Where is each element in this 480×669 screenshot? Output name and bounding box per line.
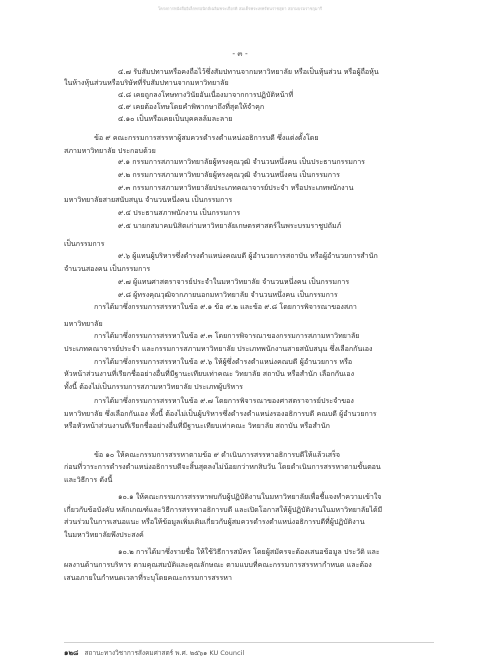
text-line: ในมหาวิทยาลัยพึงประสงค์ [64,530,144,539]
text-line: ๙.๔ ประธานสภาพนักงาน เป็นกรรมการ [118,208,241,217]
text-line: ๙.๒ กรรมการสภามหาวิทยาลัยผู้ทรงคุณวุฒิ จำนวนหนึ่งคน เป็นกรรมการ [118,170,340,179]
text-line: ในห้างหุ้นส่วนหรือบริษัทที่รับสัมปทานจากมหาวิทยาลัย [64,78,229,87]
text-line: การได้มาซึ่งกรรมการสรรหาในข้อ ๙.๓ โดยการพิจารณาของกรรมการสภามหาวิทยาลัย [94,331,360,340]
text-line: จำนวนสองคน เป็นกรรมการ [64,264,151,273]
text-line: ประเภทคณาจารย์ประจำ และกรรมการสภามหาวิทยาลัย ประเภทพนักงานสายสนับสนุน ซึ่งเลือกกันเอง [64,344,373,353]
text-line: ผลงานด้านการบริหาร ตามคุณสมบัติและคุณลักษณะ ตามแบบที่คณะกรรมการสรรหากำหนด และต้อง [64,560,372,569]
text-line: ๙.๑ กรรมการสภามหาวิทยาลัยผู้ทรงคุณวุฒิ จำนวนหนึ่งคน เป็นประธานกรรมการ [118,157,365,166]
text-line: เป็นกรรมการ [64,239,105,248]
text-line: ทั้งนี้ ต้องไม่เป็นกรรมการสภามหาวิทยาลัย ประเภทผู้บริหาร [64,382,243,391]
text-line: ๔.๙ เคยต้องโทษโดยคำพิพากษาถึงที่สุดให้จำคุก [118,102,265,111]
text-line: การได้มาซึ่งกรรมการสรรหาในข้อ ๙.๑ ข้อ ๙.๒ และข้อ ๙.๘ โดยการพิจารณาของสภา [94,302,357,311]
text-line: ส่วนร่วมในการเสนอแนะ หรือให้ข้อมูลเพิ่มเติมเกี่ยวกับผู้สมควรดำรงตำแหน่งอธิการบดีที่ผู้ปฏิบัติงาน [64,517,365,526]
text-line: ๑๐.๑ ให้คณะกรรมการสรรหาพบกับผู้ปฏิบัติงานในมหาวิทยาลัยเพื่อชี้แจงทำความเข้าใจ [118,492,382,501]
text-line: ข้อ ๙ คณะกรรมการสรรหาผู้สมควรดำรงตำแหน่งอธิการบดี ซึ่งแต่งตั้งโดย [94,133,319,142]
text-line: หรือหัวหน้าส่วนงานที่เรียกชื่ออย่างอื่นที่มีฐานะเทียบเท่าคณะ วิทยาลัย สถาบัน หรือสำนัก [64,421,330,430]
text-line: ๙.๘ ผู้ทรงคุณวุฒิจากภายนอกมหาวิทยาลัย จำนวนหนึ่งคน เป็นกรรมการ [118,290,338,299]
page-marker: - ๓ - [232,49,248,58]
text-line: ๙.๕ นายกสมาคมนิสิตเก่ามหาวิทยาลัยเกษตรศาสตร์ในพระบรมราชูปถัมภ์ [118,221,342,230]
text-line: ๙.๖ ผู้แทนผู้บริหารซึ่งดำรงตำแหน่งคณบดี ผู้อำนวยการสถาบัน หรือผู้อำนวยการสำนัก [118,251,378,260]
text-line: หัวหน้าส่วนงานที่เรียกชื่ออย่างอื่นที่มีฐานะเทียบเท่าคณะ วิทยาลัย สถาบัน หรือสำนัก เลือกกันเอง [64,369,355,378]
text-line: มหาวิทยาลัย [64,319,103,328]
text-line: ๑๐.๒ การได้มาซึ่งรายชื่อ ให้ใช้วิธีการสมัคร โดยผู้สมัครจะต้องเสนอข้อมูล ประวัติ และ [118,547,380,556]
text-line: ๔.๑๐ เป็นหรือเคยเป็นบุคคลล้มละลาย [118,114,233,123]
text-line: ๔.๘ เคยถูกลงโทษทางวินัยอันเนื่องมาจากการปฏิบัติหน้าที่ [118,90,294,99]
text-line: ๙.๓ กรรมการสภามหาวิทยาลัยประเภทคณาจารย์ประจำ หรือประเภทพนักงาน [118,183,354,192]
text-line: และวิธีการ ดังนี้ [64,475,113,484]
text-line: มหาวิทยาลัยสายสนับสนุน จำนวนหนึ่งคน เป็นกรรมการ [64,195,233,204]
text-line: การได้มาซึ่งกรรมการสรรหาในข้อ ๙.๗ โดยการพิจารณาของศาสตราจารย์ประจำของ [94,396,354,405]
text-line: มหาวิทยาลัย ซึ่งเลือกกันเอง ทั้งนี้ ต้องไม่เป็นผู้บริหารซึ่งดำรงตำแหน่งรองอธิการบดี คณบดี ผู้อำนวยการ [64,409,377,418]
text-line: เสนอภายในกำหนดเวลาที่ระบุโดยคณะกรรมการสรรหา [64,573,232,582]
text-line: เกี่ยวกับข้อบังคับ หลักเกณฑ์และวิธีการสรรหาอธิการบดี และเปิดโอกาสให้ผู้ปฏิบัติงานในมหาวิทยาลัยได้มี [64,505,383,514]
footer-text: สถานะทางวิชาการสังคมศาสตร์ พ.ศ. ๒๕๖๑ KU Council [84,649,245,657]
text-line: สภามหาวิทยาลัย ประกอบด้วย [64,146,156,155]
text-line: ๔.๗ รับสัมปทานหรือคงถือไว้ซึ่งสัมปทานจากมหาวิทยาลัย หรือเป็นหุ้นส่วน หรือผู้ถือหุ้น [118,67,379,76]
text-line: ๙.๗ ผู้แทนศาสตราจารย์ประจำในมหาวิทยาลัย จำนวนหนึ่งคน เป็นกรรมการ [118,277,350,286]
text-line: การได้มาซึ่งกรรมการสรรหาในข้อ ๙.๖ ให้ผู้ซึ่งดำรงตำแหน่งคณบดี ผู้อำนวยการ หรือ [94,357,353,366]
text-line: ข้อ ๑๐ ให้คณะกรรมการสรรหาตามข้อ ๙ ดำเนินการสรรหาอธิการบดีให้แล้วเสร็จ [94,450,341,459]
footer-page-number: ๑๒๘ [64,649,79,657]
footer-divider [64,642,434,643]
page-header-title: โครงการหนังสืออิเล็กทรอนิกส์เฉลิมพระเกียรติ สมเด็จพระเทพรัตนราชสุดา สยามบรมราชกุมารี [157,6,323,11]
text-line: ก่อนที่วาระการดำรงตำแหน่งอธิการบดีจะสิ้นสุดลงไม่น้อยกว่าหกสิบวัน โดยดำเนินการสรรหาตามขั้นตอน [64,462,381,471]
page-footer [64,648,244,659]
